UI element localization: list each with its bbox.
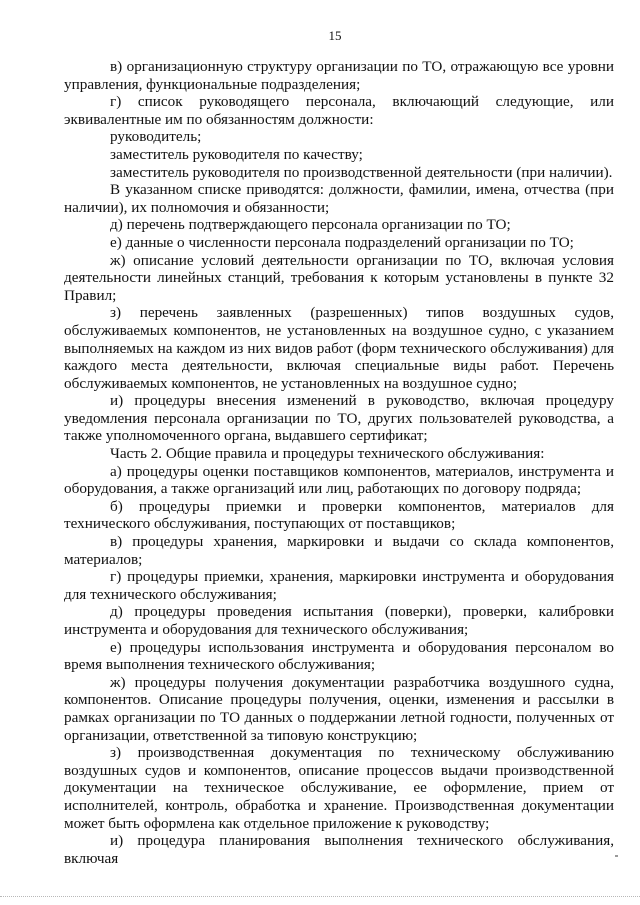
- paragraph-operating-conditions: ж) описание условий деятельности организации по ТО, включая условия деятельности линейных станций, требования к которым установлены в пункте 32 Правил;: [64, 251, 614, 304]
- paragraph-management-list: г) список руководящего персонала, включающий следующие, или эквивалентные им по обязанностям должности:: [64, 93, 614, 128]
- list-item-director: руководитель;: [110, 128, 202, 146]
- paragraph-tool-calibration: д) процедуры проведения испытания (поверки), проверки, калибровки инструмента и оборудования для технического обслуживания;: [64, 603, 614, 638]
- paragraph-list-contents: В указанном списке приводятся: должности, фамилии, имена, отчества (при наличии), их полномочия и обязанности;: [64, 181, 614, 216]
- section-heading-part-2: Часть 2. Общие правила и процедуры технического обслуживания:: [110, 445, 545, 463]
- page-number: 15: [328, 28, 342, 43]
- paragraph-org-structure: в) организационную структуру организации по ТО, отражающую все уровни управления, функциональные подразделения;: [64, 58, 614, 93]
- paragraph-tool-usage: е) процедуры использования инструмента и оборудования персоналом во время выполнения технического обслуживания;: [64, 638, 614, 674]
- scan-artifact-edge: [0, 895, 640, 897]
- paragraph-supplier-evaluation: а) процедуры оценки поставщиков компонентов, материалов, инструмента и оборудования, а также организаций или лиц, работающих по договору подряда;: [64, 462, 614, 498]
- paragraph-staff-numbers: е) данные о численности персонала подразделений организации по ТО;: [110, 233, 574, 251]
- paragraph-receiving-inspection: б) процедуры приемки и проверки компонентов, материалов для технического обслуживания, поступающих от поставщиков;: [64, 497, 614, 533]
- list-item-production-deputy: заместитель руководителя по производственной деятельности (при наличии).: [110, 163, 613, 181]
- document-page: [64, 28, 614, 867]
- paragraph-production-documentation: з) производственная документация по техническому обслуживанию воздушных судов и компонентов, описание процессов выдачи производственной документации на техническое обслуживание, ее оформление, прием от исполнителей, контроль, обработка и хранение. Производственная документации может быть оформлена как отдельное приложение к руководству;: [64, 744, 614, 832]
- paragraph-certifying-staff: д) перечень подтверждающего персонала организации по ТО;: [110, 216, 511, 234]
- paragraph-tool-handling: г) процедуры приемки, хранения, маркировки инструмента и оборудования для технического обслуживания;: [64, 568, 614, 603]
- paragraph-storage: в) процедуры хранения, маркировки и выдачи со склада компонентов, материалов;: [64, 533, 614, 568]
- paragraph-maintenance-planning: и) процедура планирования выполнения технического обслуживания, включая: [64, 832, 614, 867]
- paragraph-manual-amendments: и) процедуры внесения изменений в руководство, включая процедуру уведомления персонала организации по ТО, других пользователей руководства, а также уполномоченного органа, выдавшего сертификат;: [64, 392, 614, 445]
- paragraph-aircraft-types: з) перечень заявленных (разрешенных) типов воздушных судов, обслуживаемых компонентов, не установленных на воздушное судно, с указанием выполняемых на каждом из них видов работ (форм технического обслуживания) для каждого места деятельности, включая специальные виды работ. Перечень обслуживаемых компонентов, не установленных на воздушное судно;: [64, 304, 614, 392]
- paragraph-design-documentation: ж) процедуры получения документации разработчика воздушного судна, компонентов. Описание процедуры получения, оценки, изменения и рассылки в рамках организации по ТО данных о поддержании летной годности, полученных от организации, ответственной за типовую конструкцию;: [64, 673, 614, 744]
- list-item-quality-deputy: заместитель руководителя по качеству;: [110, 145, 363, 163]
- scan-artifact-mark: [615, 855, 618, 857]
